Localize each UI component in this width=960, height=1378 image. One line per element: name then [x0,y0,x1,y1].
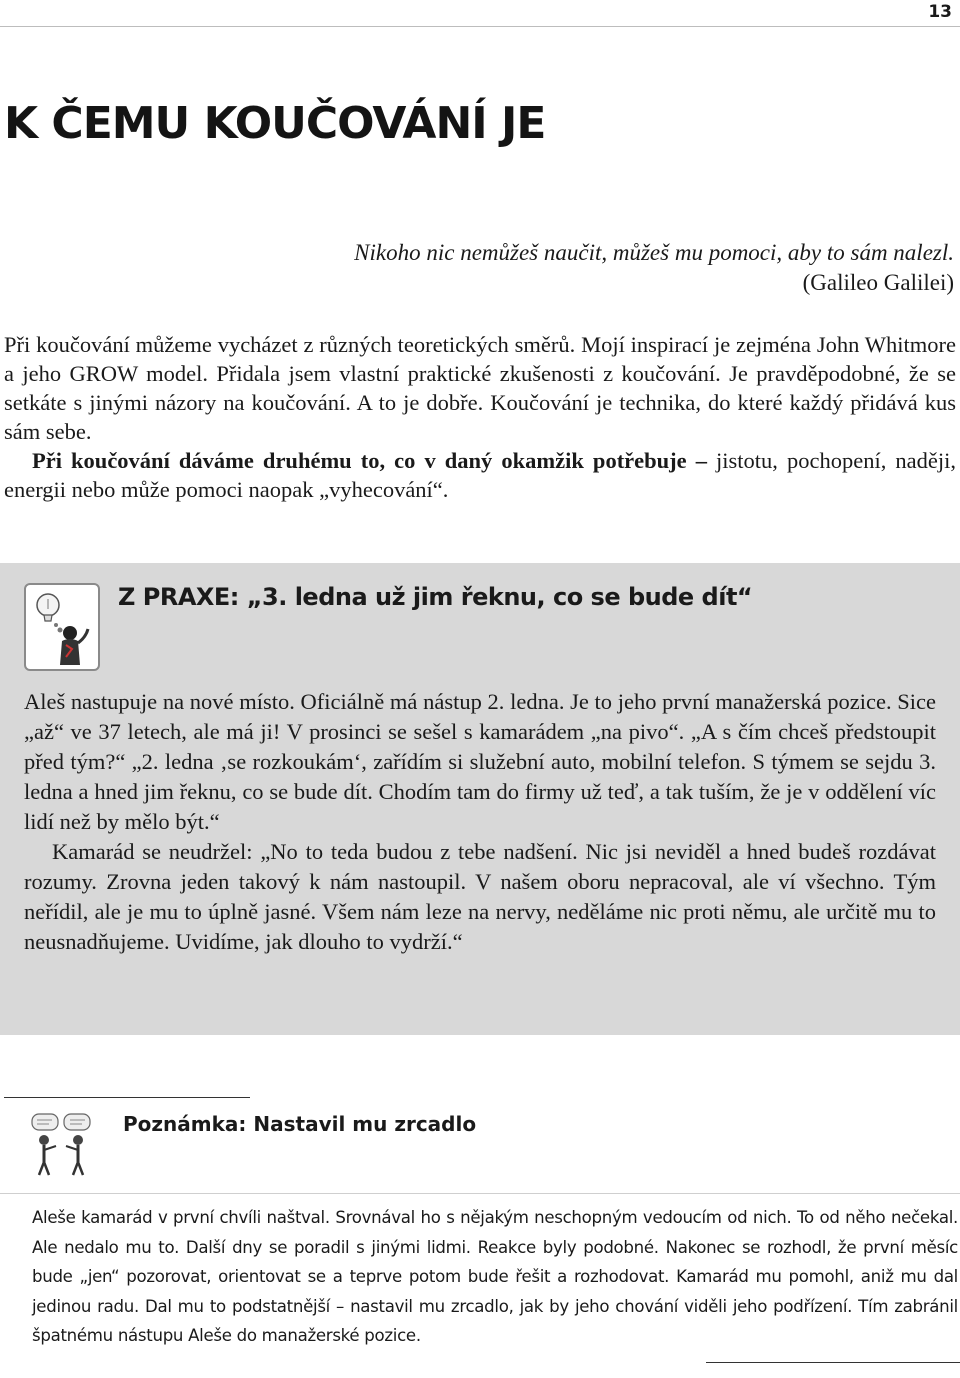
epigraph-quote [354,238,954,298]
note-body [32,1203,958,1351]
chapter-title: K ČEMU KOUČOVÁNÍ JE [4,98,546,149]
note-title: Poznámka: Nastavil mu zrcadlo [123,1112,477,1136]
intro-paragraph-1: Při koučování můžeme vycházet z různých teoretických směrů. Mojí inspirací je zejména John Whitmore a jeho GROW model. Přidala jsem vlastní praktické zkušenosti z koučování. Je pravděpodobné, že se setkáte s jinými názory na koučování. A to je dobře. Koučování je technika, do které každý přidává kus sám sebe. [4,332,956,444]
note-divider-top [4,1097,250,1098]
practice-paragraph-1: Aleš nastupuje na nové místo. Oficiálně má nástup 2. ledna. Je to jeho první manažerská pozice. Sice „až“ ve 37 letech, ale má ji! V prosinci se sešel s kamarádem „na pivo“. „A s čím chceš předstoupit před tým?“ „2. ledna ‚se rozkoukám‘, zařídím si služební auto, mobilní telefon. S týmem se sejdu 3. ledna a hned jim řeknu, co se bude dít. Chodím tam do firmy už teď, a tak tuším, že je v oddělení víc lidí než by mělo být.“ [24,689,936,834]
intro-paragraph-2-rest: jistotu, pochopení, naději, energii nebo může pomoci naopak „vyhecování“. [4,448,956,502]
practice-body [24,687,936,957]
page-number: 13 [928,2,952,22]
practice-box [0,563,960,1035]
note-paragraph: Aleše kamarád v první chvíli naštval. Srovnával ho s nějakým neschopným vedoucím od nich. To od něho nečekal. Ale nedalo mu to. Další dny se poradil s jinými lidmi. Reakce byly podobné. Nakonec se rozhodl, že první měsíc bude „jen“ pozorovat, orientovat se a teprve potom bude řešit a rozhodovat. Kamarád mu pomohl, aniž mu dal jedinou radu. Dal mu to podstatnější – nastavil mu zrcadlo, jak by jeho chování viděli jeho podřízení. Tím zabránil špatnému nástupu Aleše do manažerské pozice. [32,1208,958,1346]
note-divider [0,1193,960,1194]
lightbulb-thinker-icon [24,583,100,671]
practice-title: Z PRAXE: „3. ledna už jim řeknu, co se bude dít“ [118,583,753,611]
page-divider-bottom [706,1362,960,1363]
page-header [0,0,960,27]
practice-paragraph-2: Kamarád se neudržel: „No to teda budou z tebe nadšení. Nic jsi neviděl a hned budeš rozdávat rozumy. Zrovna jeden takový k nám nastoupil. V našem oboru nepracoval, ale ví všechno. Tým neřídil, ale je mu to úplně jasné. Všem nám leze na nervy, neděláme nic proti němu, ale určitě mu to neusnadňujeme. Uvidíme, jak dlouho to vydrží.“ [24,839,936,954]
two-people-talking-icon [30,1112,94,1178]
quote-author: (Galileo Galilei) [802,270,954,295]
intro-paragraph-2 [4,446,956,504]
intro-emphasis: Při koučování dáváme druhému to, co v daný okamžik potřebuje – [32,448,707,473]
intro-text [4,330,956,504]
quote-text: Nikoho nic nemůžeš naučit, můžeš mu pomoci, aby to sám nalezl. [354,240,954,265]
